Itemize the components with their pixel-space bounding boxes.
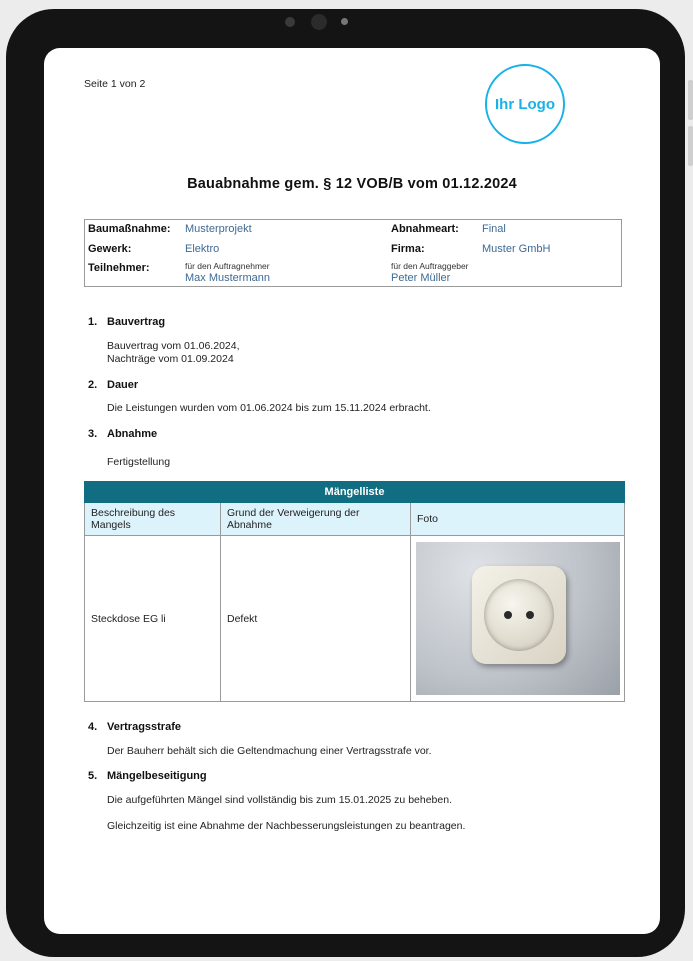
defects-table <box>84 481 625 702</box>
project-label: Baumaßnahme: <box>88 223 171 235</box>
section-number: 1. <box>88 316 98 328</box>
section-defect-removal <box>88 770 207 782</box>
section-title: Dauer <box>107 379 139 391</box>
column-header-reason: Grund der Verweigerung der Abnahme <box>221 503 411 536</box>
section-acceptance-body <box>107 456 170 469</box>
defect-description: Steckdose EG li <box>85 536 221 702</box>
defect-photo-socket[interactable] <box>416 542 620 695</box>
camera-sensor-left <box>285 17 295 27</box>
section-number: 2. <box>88 379 98 391</box>
section-contract-body <box>107 340 240 366</box>
defects-table-header <box>85 503 625 536</box>
company-label: Firma: <box>391 243 425 255</box>
section-title: Vertragsstrafe <box>107 721 181 733</box>
document-page <box>44 48 660 934</box>
company-value: Muster GmbH <box>482 243 551 255</box>
camera-sensor-right <box>341 18 348 25</box>
section-text: Der Bauherr behält sich die Geltendmachung einer Vertragsstrafe vor. <box>107 745 432 757</box>
section-defect-removal-body <box>107 794 452 807</box>
acceptance-type-value: Final <box>482 223 506 235</box>
contractor-caption: für den Auftragnehmer <box>185 261 270 271</box>
section-defect-removal-body-2 <box>107 820 465 833</box>
section-text: Nachträge vom 01.09.2024 <box>107 353 234 365</box>
section-text: Die aufgeführten Mängel sind vollständig bis zum 15.01.2025 zu beheben. <box>107 794 452 806</box>
page-indicator: Seite 1 von 2 <box>84 78 146 90</box>
front-camera <box>311 14 327 30</box>
section-number: 3. <box>88 428 98 440</box>
contractor-name: Max Mustermann <box>185 272 270 284</box>
acceptance-type-label: Abnahmeart: <box>391 223 459 235</box>
section-penalty-body <box>107 745 432 758</box>
section-penalty <box>88 721 181 733</box>
power-button <box>688 126 693 166</box>
project-value: Musterprojekt <box>185 223 252 235</box>
client-caption: für den Auftraggeber <box>391 261 469 271</box>
section-duration-body <box>107 402 431 415</box>
column-header-photo: Foto <box>411 503 625 536</box>
trade-label: Gewerk: <box>88 243 132 255</box>
tablet-frame <box>6 9 685 957</box>
section-title: Mängelbeseitigung <box>107 770 207 782</box>
document-title: Bauabnahme gem. § 12 VOB/B vom 01.12.2024 <box>187 176 517 192</box>
defect-reason: Defekt <box>221 536 411 702</box>
defects-table-title: Mängelliste <box>85 482 625 503</box>
client-name: Peter Müller <box>391 272 451 284</box>
section-number: 5. <box>88 770 98 782</box>
section-contract <box>88 316 165 328</box>
section-title: Abnahme <box>107 428 158 440</box>
table-row <box>85 536 625 702</box>
section-text: Gleichzeitig ist eine Abnahme der Nachbesserungsleistungen zu beantragen. <box>107 820 466 832</box>
volume-button <box>688 80 693 120</box>
section-acceptance <box>88 428 157 440</box>
section-duration <box>88 379 138 391</box>
column-header-description: Beschreibung des Mangels <box>85 503 221 536</box>
project-info-box <box>84 219 622 287</box>
participants-label: Teilnehmer: <box>88 262 150 274</box>
section-text: Bauvertrag vom 01.06.2024, <box>107 340 240 352</box>
section-title: Bauvertrag <box>107 316 166 328</box>
section-text: Fertigstellung <box>107 456 171 468</box>
section-text: Die Leistungen wurden vom 01.06.2024 bis zum 15.11.2024 erbracht. <box>107 402 431 414</box>
section-number: 4. <box>88 721 98 733</box>
company-logo: Ihr Logo <box>485 64 565 144</box>
trade-value: Elektro <box>185 243 220 255</box>
